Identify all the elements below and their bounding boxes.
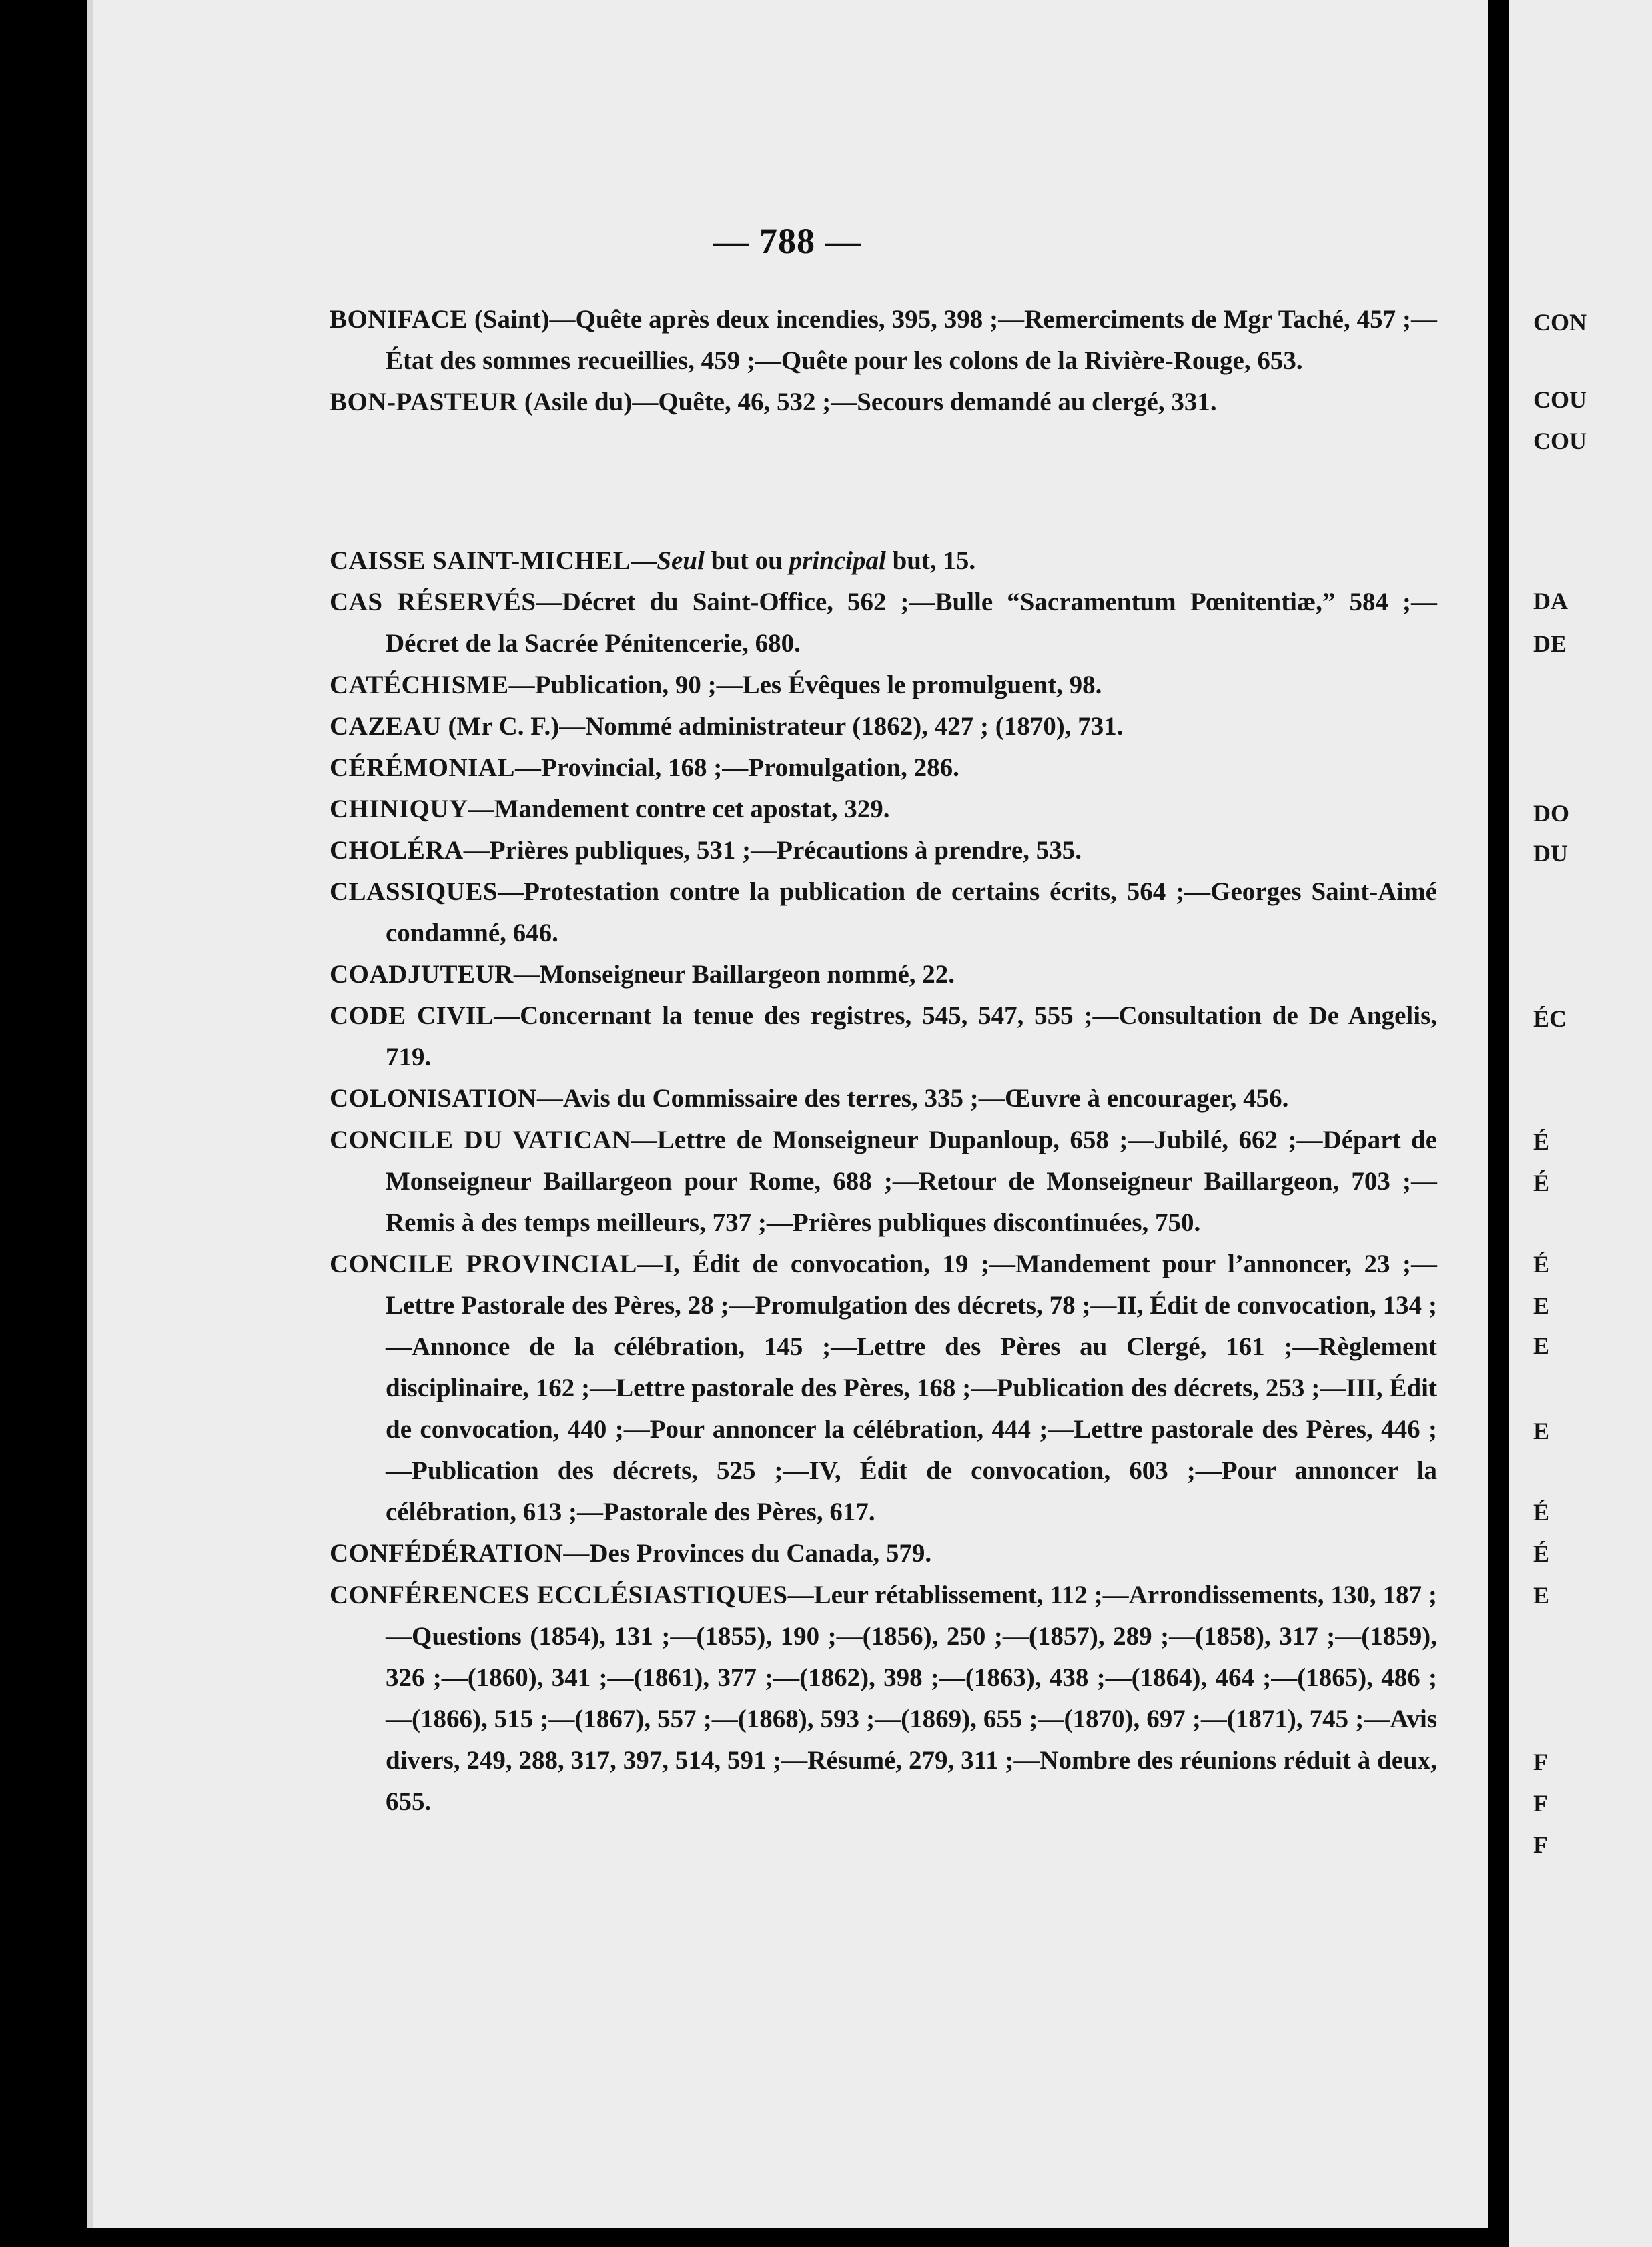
adjacent-fragment: É bbox=[1533, 1128, 1550, 1155]
index-entry-concile-provincial bbox=[330, 1244, 1437, 1533]
entry-text: (Mr C. F.)—Nommé administrateur (1862), 427 ; (1870), 731. bbox=[448, 712, 1124, 741]
index-entry-chiniquy bbox=[330, 789, 1437, 830]
index-entry-concile-du-vatican bbox=[330, 1119, 1437, 1244]
entry-text: —Leur rétablissement, 112 ;—Arrondissements, 130, 187 ;—Questions (1854), 131 ;—(1855), 190 ;—(1856), 250 ;—(1857), 289 ;—(1858), 317 ;—(1859), 326 ;—(1860), 341 ;—(1861), 377 ;—(1862), 398 ;—(1863), 438 ;—(1864), 464 ;—(1865), 486 ;—(1866), 515 ;—(1867), 557 ;—(1868), 593 ;—(1869), 655 ;—(1870), 697 ;—(1871), 745 ;—Avis divers, 249, 288, 317, 397, 514, 591 ;—Résumé, 279, 311 ;—Nombre des réunions réduit à deux, 655. bbox=[386, 1581, 1437, 1816]
index-entry-cas-reserves bbox=[330, 582, 1437, 664]
adjacent-fragment: DA bbox=[1533, 588, 1568, 614]
entry-text: (Saint)—Quête après deux incendies, 395, 398 ;—Remerciments de Mgr Taché, 457 ;—État des sommes recueillies, 459 ;—Quête pour les colons de la Rivière-Rouge, 653. bbox=[386, 305, 1437, 375]
entry-heading: COLONISATION bbox=[330, 1084, 537, 1113]
entry-text: but ou bbox=[704, 546, 789, 575]
entry-heading: CAS RÉSERVÉS bbox=[330, 588, 536, 616]
adjacent-fragment: COU bbox=[1533, 428, 1587, 454]
entry-heading: CODE CIVIL bbox=[330, 1001, 494, 1030]
adjacent-fragment: E bbox=[1533, 1418, 1550, 1444]
page-number: — 788 — bbox=[713, 221, 862, 261]
entry-heading: CONCILE DU VATICAN bbox=[330, 1126, 631, 1154]
entry-text: but, 15. bbox=[885, 546, 976, 575]
adjacent-page-edge bbox=[1509, 0, 1652, 2247]
index-entry-confederation bbox=[330, 1533, 1437, 1575]
index-entry-ceremonial bbox=[330, 747, 1437, 789]
entry-heading: CAZEAU bbox=[330, 712, 442, 741]
entry-text: —Prières publiques, 531 ;—Précautions à prendre, 535. bbox=[463, 836, 1082, 865]
adjacent-fragment: E bbox=[1533, 1332, 1550, 1359]
entry-text: —Décret du Saint-Office, 562 ;—Bulle “Sacramentum Pœnitentiæ,” 584 ;—Décret de la Sacrée Pénitencerie, 680. bbox=[386, 588, 1437, 658]
adjacent-fragment: É bbox=[1533, 1170, 1550, 1196]
adjacent-fragment: CON bbox=[1533, 309, 1587, 336]
index-entry-code-civil bbox=[330, 995, 1437, 1078]
index-entry-colonisation bbox=[330, 1078, 1437, 1119]
entry-text: — bbox=[631, 546, 657, 575]
adjacent-fragment: É bbox=[1533, 1499, 1550, 1526]
entry-heading: BON-PASTEUR bbox=[330, 388, 518, 416]
adjacent-fragment: F bbox=[1533, 1749, 1548, 1775]
entry-heading: CATÉCHISME bbox=[330, 670, 509, 699]
entry-text: —Publication, 90 ;—Les Évêques le promulguent, 98. bbox=[508, 670, 1102, 699]
adjacent-fragment: DO bbox=[1533, 800, 1569, 827]
entry-text: —Monseigneur Baillargeon nommé, 22. bbox=[513, 960, 955, 989]
entry-text: —Lettre de Monseigneur Dupanloup, 658 ;—Jubilé, 662 ;—Départ de Monseigneur Baillargeon pour Rome, 688 ;—Retour de Monseigneur Baillargeon, 703 ;—Remis à des temps meilleurs, 737 ;—Prières publiques discontinuées, 750. bbox=[386, 1126, 1438, 1237]
index-entry-conferences-ecclesiastiques bbox=[330, 1575, 1437, 1823]
adjacent-fragment: F bbox=[1533, 1831, 1548, 1858]
adjacent-fragment: COU bbox=[1533, 386, 1587, 413]
index-entry-coadjuteur bbox=[330, 954, 1437, 995]
index-entry-catechisme bbox=[330, 664, 1437, 706]
entry-heading: CLASSIQUES bbox=[330, 877, 498, 906]
entry-text: —Protestation contre la publication de certains écrits, 564 ;—Georges Saint-Aimé condamné, 646. bbox=[386, 877, 1437, 947]
index-entry-cazeau bbox=[330, 706, 1437, 747]
entry-text: —Avis du Commissaire des terres, 335 ;—Œuvre à encourager, 456. bbox=[536, 1084, 1289, 1113]
index-entries bbox=[330, 299, 1437, 1823]
adjacent-fragment: É bbox=[1533, 1251, 1550, 1278]
section-gap bbox=[330, 423, 1437, 540]
entry-italic-text: principal bbox=[789, 546, 886, 575]
index-entry-caisse-saint-michel bbox=[330, 540, 1437, 582]
adjacent-fragment: E bbox=[1533, 1292, 1550, 1319]
entry-text: —Concernant la tenue des registres, 545, 547, 555 ;—Consultation de De Angelis, 719. bbox=[386, 1001, 1437, 1071]
adjacent-fragment: E bbox=[1533, 1582, 1550, 1609]
entry-heading: CHOLÉRA bbox=[330, 836, 464, 865]
entry-heading: COADJUTEUR bbox=[330, 960, 514, 989]
adjacent-fragment: DE bbox=[1533, 630, 1567, 657]
entry-text: —I, Édit de convocation, 19 ;—Mandement pour l’annoncer, 23 ;—Lettre Pastorale des Pères, 28 ;—Promulgation des décrets, 78 ;—II, Édit de convocation, 134 ;—Annonce de la célébration, 145 ;—Lettre des Pères au Clergé, 161 ;—Règlement disciplinaire, 162 ;—Lettre pastorale des Pères, 168 ;—Publication des décrets, 253 ;—III, Édit de convocation, 440 ;—Pour annoncer la célébration, 444 ;—Lettre pastorale des Pères, 446 ;—Publication des décrets, 525 ;—IV, Édit de convocation, 603 ;—Pour annoncer la célébration, 613 ;—Pastorale des Pères, 617. bbox=[386, 1250, 1437, 1526]
index-entry-bon-pasteur bbox=[330, 382, 1437, 423]
entry-heading: CAISSE SAINT-MICHEL bbox=[330, 546, 631, 575]
page-edge bbox=[87, 0, 93, 2228]
entry-heading: CONCILE PROVINCIAL bbox=[330, 1250, 637, 1278]
adjacent-fragment: DU bbox=[1533, 840, 1568, 867]
entry-text: (Asile du)—Quête, 46, 532 ;—Secours demandé au clergé, 331. bbox=[524, 388, 1217, 416]
index-entry-boniface bbox=[330, 299, 1437, 382]
entry-text: —Mandement contre cet apostat, 329. bbox=[468, 795, 890, 823]
index-entry-classiques bbox=[330, 871, 1437, 954]
adjacent-fragment: F bbox=[1533, 1790, 1548, 1817]
entry-heading: CÉRÉMONIAL bbox=[330, 753, 516, 782]
adjacent-fragment: ÉC bbox=[1533, 1005, 1567, 1032]
entry-heading: CONFÉDÉRATION bbox=[330, 1539, 564, 1568]
entry-text: —Provincial, 168 ;—Promulgation, 286. bbox=[515, 753, 959, 782]
index-page bbox=[87, 0, 1488, 2228]
entry-heading: CHINIQUY bbox=[330, 795, 468, 823]
entry-heading: BONIFACE bbox=[330, 305, 468, 334]
entry-italic-text: Seul bbox=[657, 546, 705, 575]
entry-text: —Des Provinces du Canada, 579. bbox=[563, 1539, 932, 1568]
adjacent-fragment: É bbox=[1533, 1540, 1550, 1567]
entry-heading: CONFÉRENCES ECCLÉSIASTIQUES bbox=[330, 1581, 788, 1609]
index-entry-cholera bbox=[330, 830, 1437, 871]
